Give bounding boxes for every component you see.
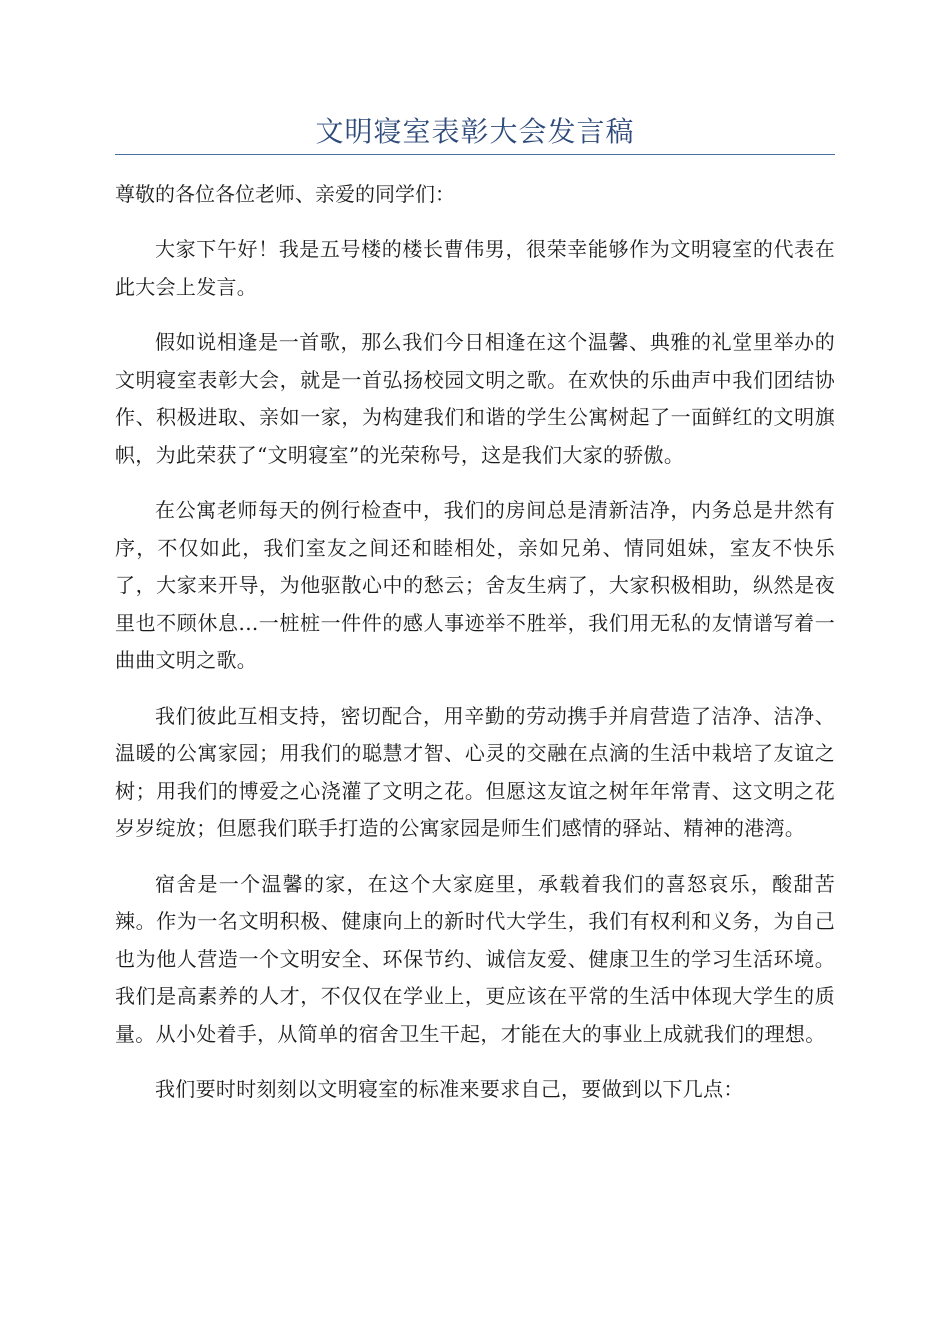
paragraph-5: 宿舍是一个温馨的家，在这个大家庭里，承载着我们的喜怒哀乐，酸甜苦辣。作为一名文明积极、健康向上的新时代大学生，我们有权利和义务，为自己也为他人营造一个文明安全、环保节约、诚信友爱、健康卫生的学习生活环境。我们是高素养的人才，不仅仅在学业上，更应该在平常的生活中体现大学生的质量。从小处着手，从简单的宿舍卫生干起，才能在大的事业上成就我们的理想。 bbox=[115, 871, 835, 1046]
document-page bbox=[115, 0, 835, 1109]
salutation: 尊敬的各位各位老师、亲爱的同学们： bbox=[115, 182, 455, 206]
paragraph-6: 我们要时时刻刻以文明寝室的标准来要求自己，要做到以下几点： bbox=[155, 1077, 744, 1101]
paragraph-3: 在公寓老师每天的例行检查中，我们的房间总是清新洁净，内务总是井然有序，不仅如此，我们室友之间还和睦相处，亲如兄弟、情同姐妹，室友不快乐了，大家来开导，为他驱散心中的愁云；舍友生病了，大家积极相助，纵然是夜里也不顾休息...一桩桩一件件的感人事迹举不胜举，我们用无私的友情谱写着一曲曲文明之歌。 bbox=[115, 498, 835, 672]
paragraph-2: 假如说相逢是一首歌，那么我们今日相逢在这个温馨、典雅的礼堂里举办的文明寝室表彰大会，就是一首弘扬校园文明之歌。在欢快的乐曲声中我们团结协作、积极进取、亲如一家，为构建我们和谐的学生公寓树起了一面鲜红的文明旗帜，为此荣获了“文明寝室”的光荣称号，这是我们大家的骄傲。 bbox=[115, 330, 835, 467]
document-title: 文明寝室表彰大会发言稿 bbox=[315, 115, 635, 148]
paragraph-1: 大家下午好！我是五号楼的楼长曹伟男，很荣幸能够作为文明寝室的代表在此大会上发言。 bbox=[115, 237, 835, 299]
title-underline bbox=[115, 154, 835, 155]
paragraph-4: 我们彼此互相支持，密切配合，用辛勤的劳动携手并肩营造了洁净、洁净、温暖的公寓家园；用我们的聪慧才智、心灵的交融在点滴的生活中栽培了友谊之树；用我们的博爱之心浇灌了文明之花。但愿这友谊之树年年常青、这文明之花岁岁绽放；但愿我们联手打造的公寓家园是师生们感情的驿站、精神的港湾。 bbox=[115, 703, 835, 840]
